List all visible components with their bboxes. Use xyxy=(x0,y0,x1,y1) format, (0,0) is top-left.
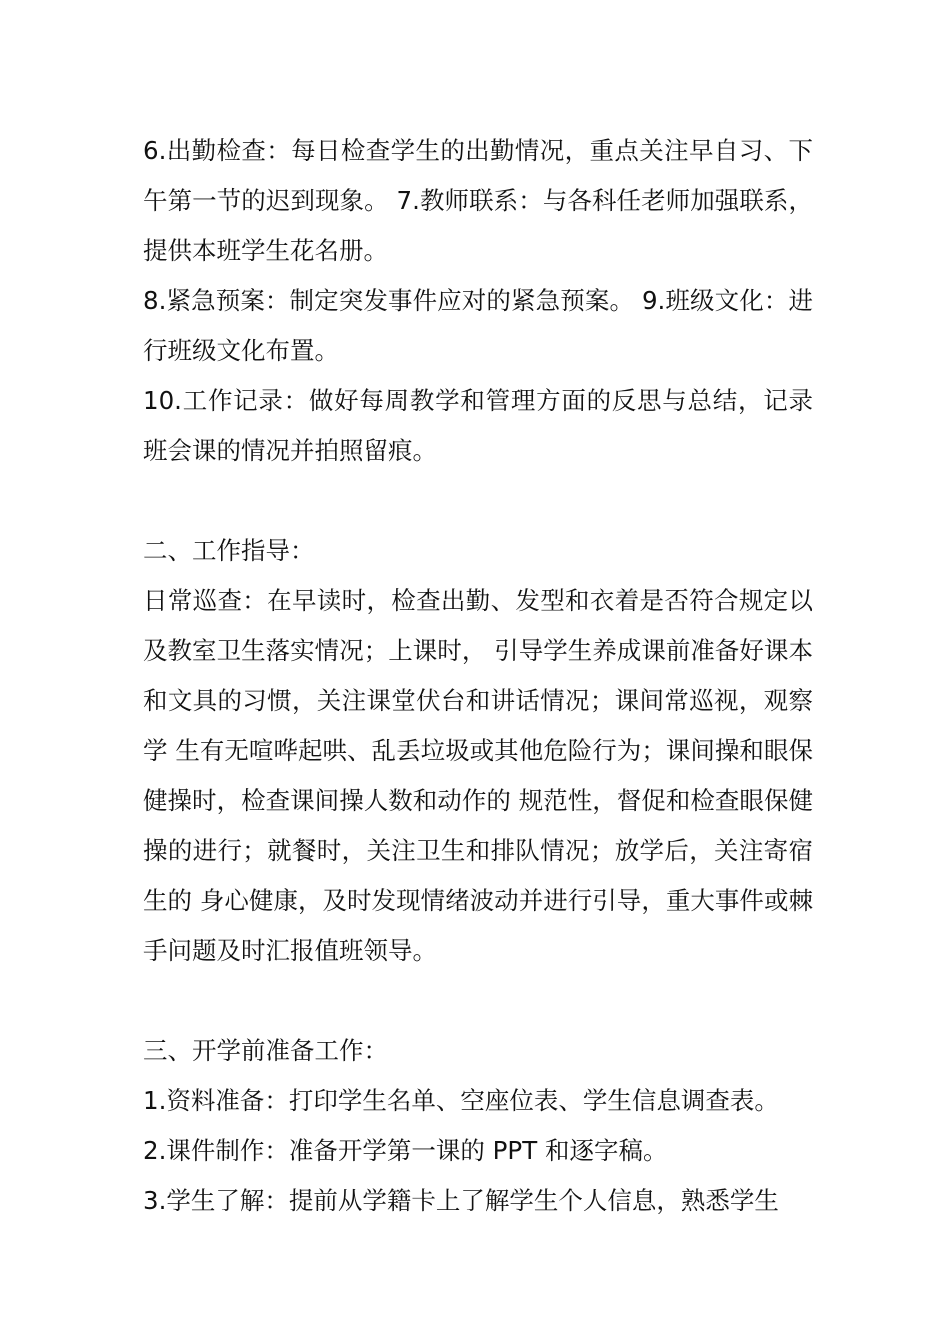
section-heading-work-guidance: 二、工作指导： xyxy=(143,536,315,565)
document-body xyxy=(143,126,813,1226)
paragraph-spacer xyxy=(143,976,813,1026)
section-heading-preparation: 三、开学前准备工作： xyxy=(143,1036,388,1065)
item-emergency-plan-and-class-culture: 8.紧急预案：制定突发事件应对的紧急预案。 9.班级文化：进行班级文化布置。 xyxy=(143,286,813,365)
paragraph-daily-inspection: 日常巡查：在早读时，检查出勤、发型和衣着是否符合规定以及教室卫生落实情况；上课时， 引导学生养成课前准备好课本和文具的习惯，关注课堂伏台和讲话情况；课间常巡视，观察学 生有无喧哗起哄、乱丢垃圾或其他危险行为；课间操和眼保健操时，检查课间操人数和动作的 规范性，督促和检查眼保健操的进行；就餐时，关注卫生和排队情况；放学后，关注寄宿生的 身心健康，及时发现情绪波动并进行引导，重大事件或棘手问题及时汇报值班领导。 xyxy=(143,586,813,965)
item-courseware: 2.课件制作：准备开学第一课的 PPT 和逐字稿。 xyxy=(143,1136,668,1165)
item-work-records: 10.工作记录：做好每周教学和管理方面的反思与总结，记录班会课的情况并拍照留痕。 xyxy=(143,386,813,465)
item-materials-preparation: 1.资料准备：打印学生名单、空座位表、学生信息调查表。 xyxy=(143,1086,779,1115)
item-attendance-and-teacher-contact: 6.出勤检查：每日检查学生的出勤情况，重点关注早自习、下午第一节的迟到现象。 7.教师联系：与各科任老师加强联系，提供本班学生花名册。 xyxy=(143,136,813,265)
paragraph-spacer xyxy=(143,476,813,526)
item-student-understanding: 3.学生了解：提前从学籍卡上了解学生个人信息，熟悉学生 xyxy=(143,1186,779,1215)
